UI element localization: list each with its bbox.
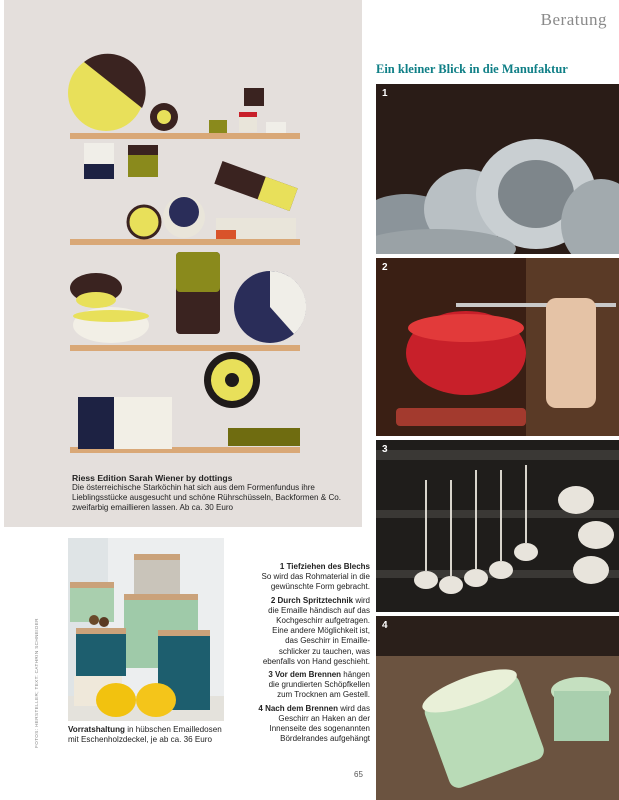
step-3 [258, 670, 370, 701]
manufaktur-photo-3 [376, 440, 619, 612]
shelf-photo [4, 0, 362, 527]
round-tin-yellow [128, 206, 160, 238]
step-3-text: hängen die grundierten Schöpfkellen zum Trocknen am Gestell. [268, 670, 370, 700]
photo-number-4: 4 [382, 620, 388, 631]
page-number: 65 [354, 770, 363, 779]
manufaktur-title: Ein kleiner Blick in die Manufaktur [376, 62, 568, 76]
main-caption-title: Riess Edition Sarah Wiener by dottings [72, 473, 233, 483]
storage-caption-text: in hübschen Emailledosen mit Eschenholzdeckel, je ab ca. 36 Euro [68, 725, 222, 745]
step-2-title: 2 Durch Spritztechnik [270, 595, 354, 605]
loaf-tin-brown-yellow [214, 161, 297, 211]
canister-gray-small [134, 558, 180, 594]
shelf-1 [70, 133, 300, 139]
shelf-3 [70, 345, 300, 351]
canister-teal-small [76, 632, 126, 676]
main-caption-text: Die österreichische Starköchin hat sich aus dem Formenfundus ihre Lieblingsstücke ausgesucht und schöne Rührschüsseln, Backformen & Co. zweifarbig emaillieren lassen. Ab ca. 30 Euro [72, 483, 342, 513]
storage-photo [68, 538, 224, 721]
lemon-left [96, 683, 136, 717]
step-4 [258, 704, 370, 745]
main-caption [72, 473, 352, 514]
step-1 [258, 562, 370, 593]
storage-caption-title: Vorratshaltung [68, 725, 125, 734]
manufaktur-photo-4 [376, 616, 619, 800]
storage-caption [68, 725, 228, 745]
steps-text [258, 562, 370, 747]
step-3-title: 3 Vor dem Brennen [268, 670, 342, 680]
manufaktur-photo-1 [376, 84, 619, 254]
step-4-text: wird das Geschirr an Haken an der Innenseite des sogenannten Bördelrandes aufgehängt [269, 703, 370, 744]
step-2-text: wird die Emaille händisch auf das Kochgeschirr aufgetragen. Eine andere Möglichkeit ist, das Geschirr in Emaille-schlicker zu tauchen, was ebenfalls von Hand geschieht. [262, 595, 370, 666]
small-bowl-white [266, 122, 286, 133]
step-1-title: 1 Tiefziehen des Blechs [279, 562, 370, 571]
section-header: Beratung [540, 10, 607, 29]
step-1-text: So wird das Rohmaterial in die gewünschte Form gebracht. [261, 572, 370, 592]
shelf-illustration [4, 0, 362, 527]
small-cup-olive [209, 120, 227, 133]
photo-number-3: 3 [382, 444, 388, 455]
manufaktur-photo-2 [376, 258, 619, 436]
step-2 [258, 596, 370, 667]
small-pot-brown [244, 88, 264, 106]
step-4-title: 4 Nach dem Brennen [258, 703, 338, 713]
photo-number-2: 2 [382, 262, 388, 273]
lemon-right [136, 683, 176, 717]
photo-credit: FOTOS: HERSTELLER; TEXT: CATHRIN SCHNEIDER [34, 618, 39, 748]
shelf-2 [70, 239, 300, 245]
photo-number-1: 1 [382, 88, 388, 99]
